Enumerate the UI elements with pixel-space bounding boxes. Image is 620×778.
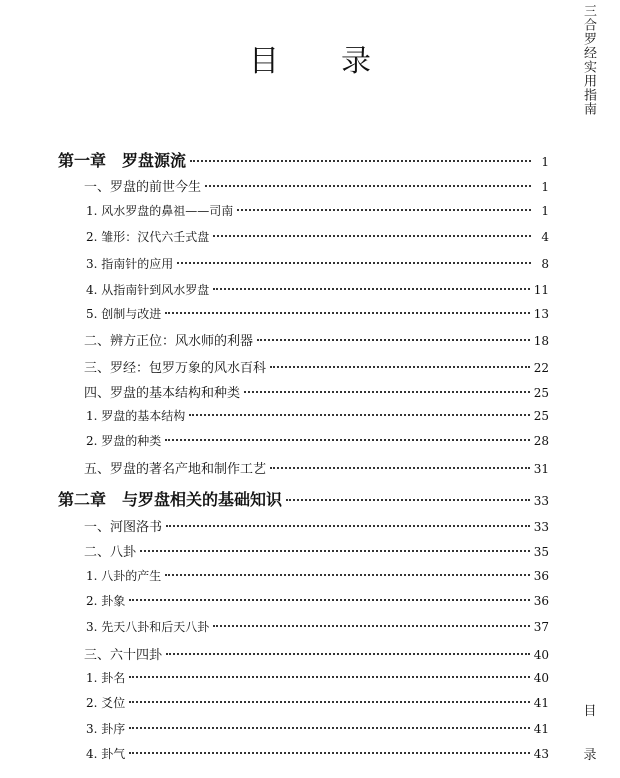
toc-entry-title: 三、罗经：包罗万象的风水百科 — [84, 361, 267, 376]
toc-leader-dots — [237, 209, 531, 211]
toc-entry-page: 33 — [533, 494, 549, 508]
toc-entry-page: 36 — [533, 594, 549, 608]
side-label-char-2: 录 — [583, 748, 597, 763]
toc-leader-dots — [129, 676, 529, 678]
toc-leader-dots — [140, 550, 530, 552]
toc-leader-dots — [129, 727, 529, 729]
toc-entry-page: 40 — [533, 671, 549, 685]
toc-entry-title: 一、罗盘的前世今生 — [84, 180, 202, 195]
toc-entry-title: 第二章 与罗盘相关的基础知识 — [58, 490, 283, 509]
toc-entry-page: 36 — [533, 569, 549, 583]
toc-entry-subsection[interactable] — [86, 618, 549, 640]
page-title-char-1: 目 — [249, 44, 279, 79]
toc-leader-dots — [244, 391, 530, 393]
toc-leader-dots — [270, 366, 530, 368]
toc-entry-subsection[interactable] — [86, 281, 549, 303]
toc-entry-title: 四、罗盘的基本结构和种类 — [84, 386, 241, 401]
toc-leader-dots — [213, 288, 529, 290]
toc-leader-dots — [165, 574, 529, 576]
toc-entry-title: 3. 指南针的应用 — [86, 257, 174, 271]
toc-leader-dots — [213, 235, 531, 237]
toc-entry-page: 18 — [533, 334, 549, 348]
toc-entry-section[interactable] — [84, 516, 549, 538]
side-label-char-1: 目 — [583, 704, 597, 719]
toc-entry-subsection[interactable] — [86, 745, 549, 767]
toc-entry-title: 3. 卦序 — [86, 722, 126, 736]
toc-leader-dots — [165, 439, 529, 441]
toc-entry-subsection[interactable] — [86, 694, 549, 716]
toc-entry-section[interactable] — [84, 357, 549, 379]
toc-entry-page: 22 — [533, 361, 549, 375]
toc-entry-subsection[interactable] — [86, 592, 549, 614]
toc-entry-title: 4. 卦气 — [86, 747, 126, 761]
toc-entry-page: 1 — [541, 180, 549, 194]
toc-entry-title: 2. 卦象 — [86, 594, 126, 608]
toc-entry-title: 1. 风水罗盘的鼻祖——司南 — [86, 204, 234, 218]
toc-entry-page: 4 — [541, 230, 549, 244]
toc-entry-title: 第一章 罗盘源流 — [58, 151, 187, 170]
toc-entry-page: 35 — [533, 545, 549, 559]
toc-leader-dots — [205, 185, 531, 187]
toc-leader-dots — [257, 339, 530, 341]
toc-entry-subsection[interactable] — [86, 669, 549, 691]
toc-entry-page: 25 — [533, 409, 549, 423]
toc-entry-title: 2. 爻位 — [86, 696, 126, 710]
toc-entry-title: 5. 创制与改进 — [86, 307, 162, 321]
toc-entry-subsection[interactable] — [86, 432, 549, 454]
toc-entry-subsection[interactable] — [86, 407, 549, 429]
toc-entry-page: 11 — [533, 283, 549, 297]
toc-leader-dots — [129, 752, 529, 754]
toc-entry-section[interactable] — [84, 176, 549, 198]
toc-entry-section[interactable] — [84, 382, 549, 404]
toc-entry-page: 1 — [541, 155, 549, 169]
toc-entry-page: 43 — [533, 747, 549, 761]
running-title: 三合罗经实用指南 — [581, 4, 596, 116]
toc-leader-dots — [190, 160, 531, 162]
toc-leader-dots — [166, 653, 530, 655]
toc-entry-page: 41 — [533, 696, 549, 710]
toc-entry-title: 二、辨方正位：风水师的利器 — [84, 334, 254, 349]
toc-leader-dots — [166, 525, 530, 527]
toc-entry-title: 1. 八卦的产生 — [86, 569, 162, 583]
toc-entry-title: 2. 罗盘的种类 — [86, 434, 162, 448]
toc-entry-page: 41 — [533, 722, 549, 736]
toc-entry-title: 2. 雏形：汉代六壬式盘 — [86, 230, 210, 244]
toc-entry-subsection[interactable] — [86, 720, 549, 742]
toc-entry-subsection[interactable] — [86, 305, 549, 327]
toc-entry-title: 4. 从指南针到风水罗盘 — [86, 283, 210, 297]
toc-entry-page: 40 — [533, 648, 549, 662]
toc-entry-subsection[interactable] — [86, 202, 549, 224]
toc-entry-title: 一、河图洛书 — [84, 520, 163, 535]
toc-entry-page: 1 — [541, 204, 549, 218]
toc-leader-dots — [177, 262, 531, 264]
toc-entry-subsection[interactable] — [86, 255, 549, 277]
toc-entry-page: 8 — [541, 257, 549, 271]
toc-entry-chapter[interactable] — [58, 487, 549, 509]
toc-entry-page: 31 — [533, 462, 549, 476]
toc-entry-section[interactable] — [84, 330, 549, 352]
toc-entry-title: 3. 先天八卦和后天八卦 — [86, 620, 210, 634]
toc-entry-title: 五、罗盘的著名产地和制作工艺 — [84, 462, 267, 477]
toc-entry-page: 37 — [533, 620, 549, 634]
toc-entry-page: 33 — [533, 520, 549, 534]
toc-leader-dots — [286, 499, 530, 501]
toc-leader-dots — [129, 599, 529, 601]
toc-entry-subsection[interactable] — [86, 567, 549, 589]
toc-entry-section[interactable] — [84, 458, 549, 480]
toc-leader-dots — [189, 414, 529, 416]
toc-entry-page: 28 — [533, 434, 549, 448]
toc-entry-chapter[interactable] — [58, 148, 549, 170]
toc-entry-title: 二、八卦 — [84, 545, 137, 560]
toc-leader-dots — [270, 467, 530, 469]
toc-entry-title: 1. 卦名 — [86, 671, 126, 685]
toc-entry-page: 25 — [533, 386, 549, 400]
toc-entry-title: 1. 罗盘的基本结构 — [86, 409, 186, 423]
toc-leader-dots — [165, 312, 529, 314]
toc-entry-title: 三、六十四卦 — [84, 648, 163, 663]
toc-leader-dots — [129, 701, 529, 703]
toc-leader-dots — [213, 625, 529, 627]
toc-entry-page: 13 — [533, 307, 549, 321]
toc-entry-section[interactable] — [84, 644, 549, 666]
toc-entry-section[interactable] — [84, 541, 549, 563]
page-title-char-2: 录 — [341, 44, 371, 79]
toc-entry-subsection[interactable] — [86, 228, 549, 250]
